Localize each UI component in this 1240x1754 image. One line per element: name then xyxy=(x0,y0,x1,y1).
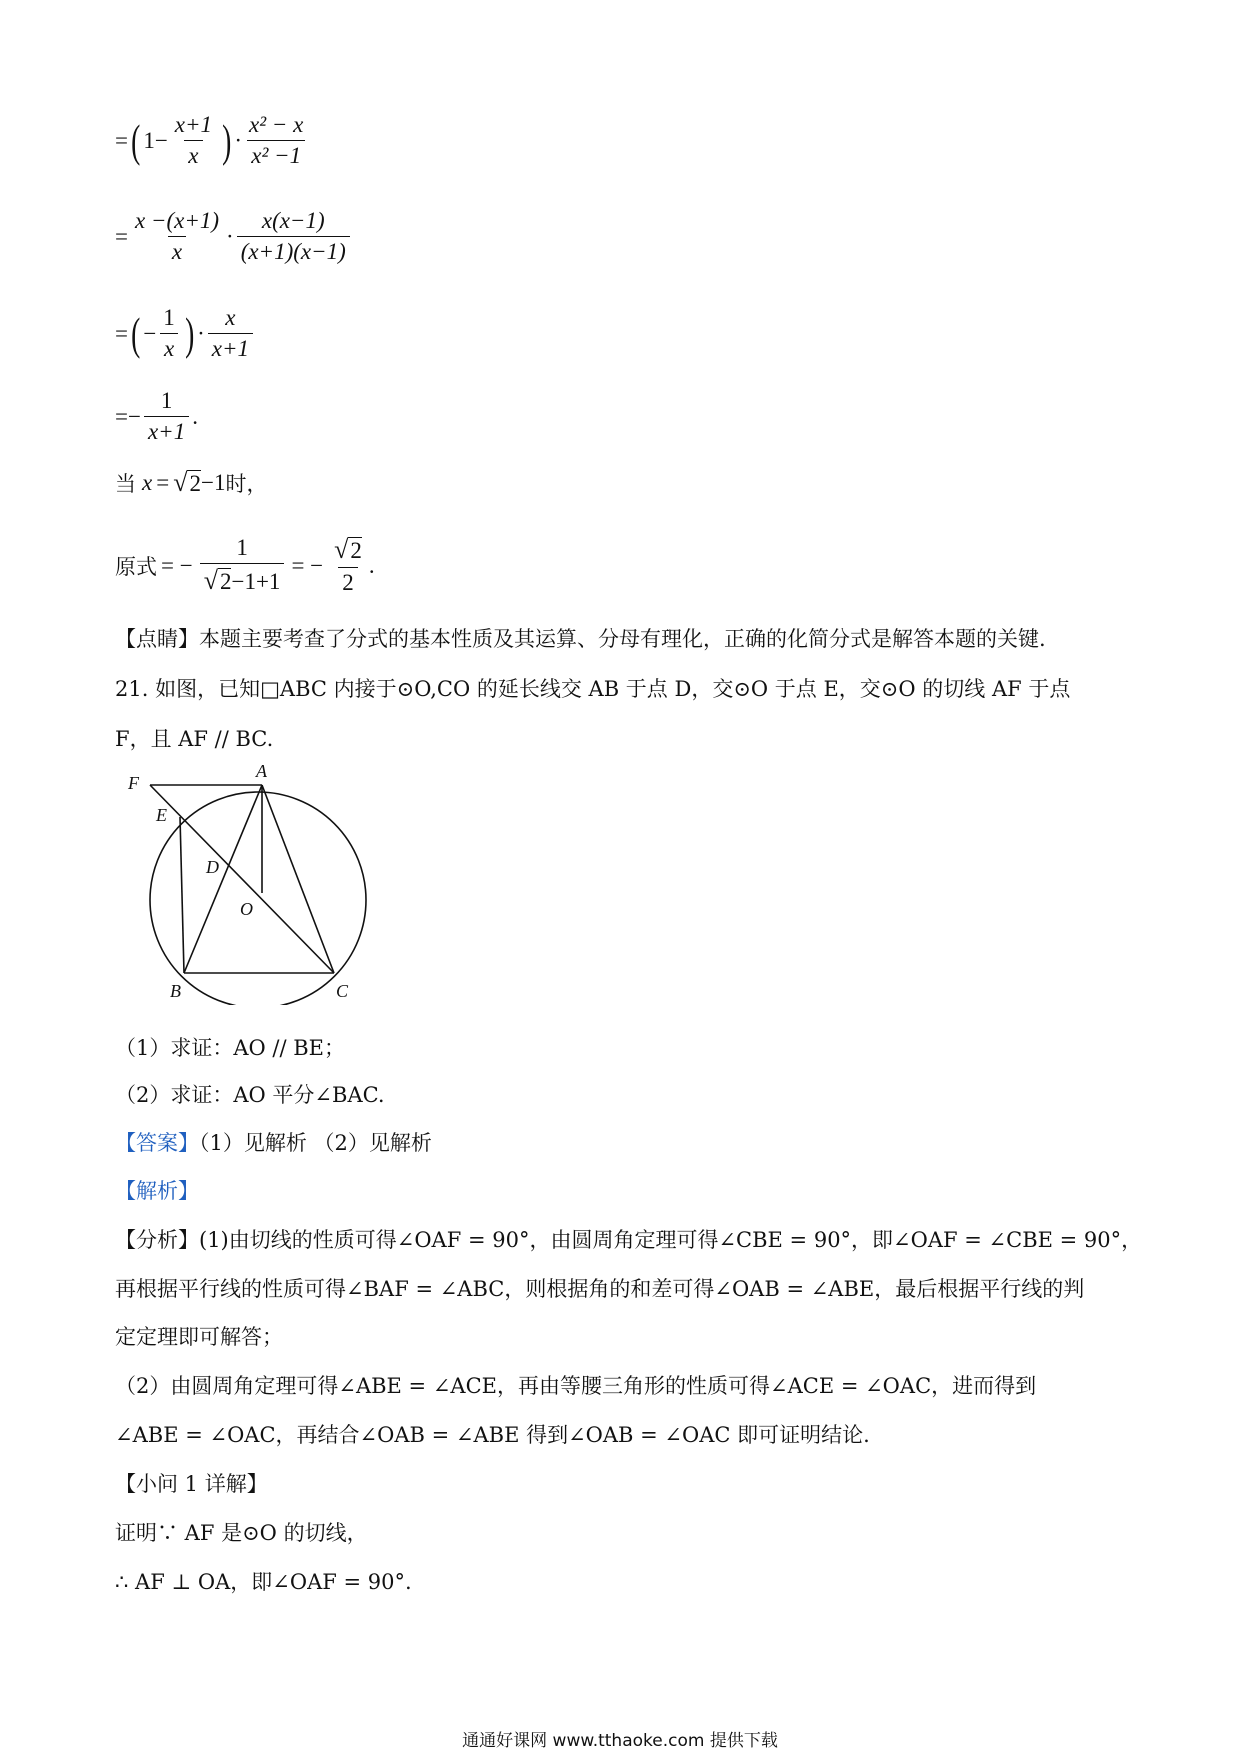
variable-x: x xyxy=(142,470,153,495)
analysis-line-5: ∠ABE = ∠OAC，再结合∠OAB = ∠ABE 得到∠OAB = ∠OAC 即可证明结论. xyxy=(115,1423,870,1447)
minus-sign: − xyxy=(154,127,168,153)
analysis-line-2: 再根据平行线的性质可得∠BAF = ∠ABC，则根据角的和差可得∠OAB = ∠ABE，最后根据平行线的判 xyxy=(115,1277,1085,1301)
equals-sign: = xyxy=(156,470,170,495)
denominator: x+1 xyxy=(208,333,253,362)
then-word: 时， xyxy=(225,472,268,496)
label-a: A xyxy=(256,765,267,781)
numerator xyxy=(330,535,366,567)
equals-sign: = xyxy=(115,403,128,429)
original-expression-label: 原式 xyxy=(115,554,157,579)
substitution-line xyxy=(115,468,267,498)
label-b: B xyxy=(170,981,181,1001)
problem-line-1: 21. 如图，已知□ABC 内接于⊙O,CO 的延长线交 AB 于点 D，交⊙O 于点 E，交⊙O 的切线 AF 于点 xyxy=(115,677,1071,701)
equals-sign: = xyxy=(115,223,128,249)
answer-text: （1）见解析 （2）见解析 xyxy=(199,1131,432,1155)
fraction xyxy=(171,112,216,169)
denominator: x xyxy=(168,236,186,265)
question-2: （2）求证：AO 平分∠BAC. xyxy=(115,1083,385,1107)
numerator: x xyxy=(225,305,236,330)
problem-line-2: F，且 AF // BC. xyxy=(115,727,274,751)
right-paren: ) xyxy=(184,307,195,359)
step-3 xyxy=(115,305,256,362)
label-o: O xyxy=(240,899,253,919)
geometry-figure xyxy=(120,765,380,1005)
segment-eb xyxy=(180,817,184,973)
fraction xyxy=(237,208,350,265)
numerator: 1 xyxy=(160,388,173,413)
equals-sign: = xyxy=(115,127,128,153)
step-4 xyxy=(115,388,198,445)
denominator: x² −1 xyxy=(247,140,305,169)
numerator: x −(x+1) xyxy=(134,208,220,233)
period: . xyxy=(192,403,198,429)
analysis-line-4: （2）由圆周角定理可得∠ABE = ∠ACE，再由等腰三角形的性质可得∠ACE = ∠OAC，进而得到 xyxy=(115,1374,1037,1398)
result-line xyxy=(115,535,375,596)
period: . xyxy=(368,552,375,578)
numerator: x+1 xyxy=(174,112,213,137)
radicand: 2 xyxy=(189,470,201,496)
fraction xyxy=(208,305,253,362)
denominator-tail: −1+1 xyxy=(231,569,281,594)
label-e: E xyxy=(156,805,167,825)
minus-sign: − xyxy=(127,403,141,429)
analysis-line-1: 【分析】(1)由切线的性质可得∠OAF = 90°，由圆周角定理可得∠CBE = 90°，即∠OAF = ∠CBE = 90°， xyxy=(115,1228,1143,1252)
label-d: D xyxy=(206,857,219,877)
detail-line-2: ∴ AF ⊥ OA，即∠OAF = 90°. xyxy=(115,1570,412,1594)
equals-sign: = xyxy=(115,320,128,346)
fraction xyxy=(245,112,307,169)
when-word: 当 xyxy=(115,472,136,496)
equals-minus: = − xyxy=(161,552,193,578)
analysis-tag: 【解析】 xyxy=(115,1179,199,1203)
radical-icon: √ xyxy=(203,566,218,595)
analysis-line-3: 定定理即可解答； xyxy=(115,1325,283,1349)
radicand: 2 xyxy=(350,538,362,563)
fraction xyxy=(131,208,223,265)
right-paren: ) xyxy=(222,114,232,166)
step-2 xyxy=(115,208,353,265)
answer-line xyxy=(115,1128,432,1158)
dot-operator: · xyxy=(197,320,205,346)
radical-icon: √ xyxy=(173,468,188,497)
denominator: x xyxy=(184,140,202,169)
detail-line-1: 证明∵ AF 是⊙O 的切线， xyxy=(115,1521,368,1545)
denominator: (x+1)(x−1) xyxy=(237,236,350,265)
fraction xyxy=(144,388,189,445)
numerator: 1 xyxy=(236,535,248,560)
label-c: C xyxy=(336,981,349,1001)
step-1 xyxy=(115,112,310,169)
question-1: （1）求证：AO // BE； xyxy=(115,1036,346,1060)
comment-line: 【点睛】本题主要考查了分式的基本性质及其运算、分母有理化，正确的化简分式是解答本题的关键. xyxy=(115,627,1046,651)
fraction xyxy=(330,535,366,596)
segment-fc xyxy=(150,785,334,973)
detail-tag: 【小问 1 详解】 xyxy=(115,1472,268,1496)
numerator: x(x−1) xyxy=(261,208,325,233)
numerator: x² − x xyxy=(249,112,304,137)
equals-minus: = − xyxy=(291,552,324,578)
fraction xyxy=(200,535,285,596)
label-f: F xyxy=(128,773,139,793)
fraction xyxy=(159,305,179,362)
denominator: x+1 xyxy=(144,416,189,445)
one: 1 xyxy=(143,127,155,153)
left-paren: ( xyxy=(131,307,141,359)
minus-one: −1 xyxy=(200,470,226,495)
dot-operator: · xyxy=(226,223,234,249)
segment-ab xyxy=(184,785,262,973)
denominator: 2 xyxy=(338,567,358,596)
dot-operator: · xyxy=(234,127,243,153)
radical-icon: √ xyxy=(334,535,349,564)
answer-tag: 【答案】 xyxy=(115,1131,199,1155)
footer-text: 通通好课网 www.tthaoke.com 提供下载 xyxy=(462,1731,778,1751)
left-paren: ( xyxy=(131,114,141,166)
numerator: 1 xyxy=(163,305,175,330)
denominator xyxy=(200,563,285,596)
denominator: x xyxy=(160,333,178,362)
minus-sign: − xyxy=(143,320,157,346)
radicand: 2 xyxy=(219,569,232,594)
